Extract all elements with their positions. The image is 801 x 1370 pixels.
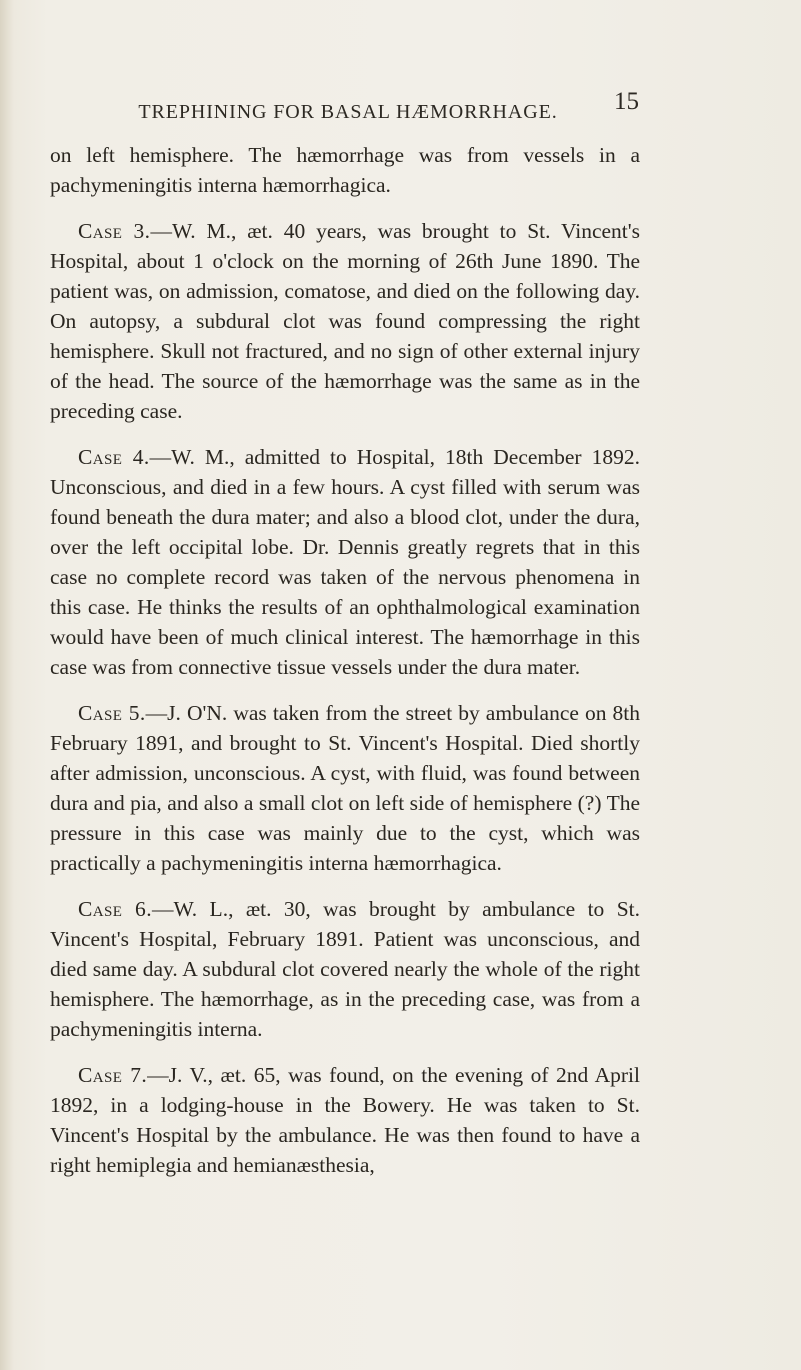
case-label: Case 4. (78, 445, 150, 469)
paragraph-case-5 (50, 698, 640, 878)
running-head: TREPHINING FOR BASAL HÆMORRHAGE. (138, 101, 558, 123)
case-label: Case 7. (78, 1063, 148, 1087)
case-label: Case 6. (78, 897, 152, 921)
paragraph-text: —J. V., æt. 65, was found, on the evening of 2nd April 1892, in a lodging-house in the Bowery. He was taken to St. Vincent's Hospital by the ambulance. He was then found to have a right hemiplegia and hemianæsthesia, (50, 1063, 641, 1177)
body-text (50, 140, 640, 1180)
case-label: Case 3. (78, 219, 151, 243)
paragraph-text: on left hemisphere. The hæmorrhage was from vessels in a pachymeningitis interna hæmorrhagica. (50, 143, 640, 197)
paragraph-text: —W. L., æt. 30, was brought by ambulance to St. Vincent's Hospital, February 1891. Patient was unconscious, and died same day. A subdural clot covered nearly the whole of the right hemisphere. The hæmorrhage, as in the preceding case, was from a pachymeningitis interna. (50, 897, 640, 1041)
paragraph-text: —W. M., admitted to Hospital, 18th December 1892. Unconscious, and died in a few hours. A cyst filled with serum was found beneath the dura mater; and also a blood clot, under the dura, over the left occipital lobe. Dr. Dennis greatly regrets that in this case no complete record was taken of the nervous phenomena in this case. He thinks the results of an ophthalmological examination would have been of much clinical interest. The hæmorrhage in this case was from connective tissue vessels under the dura mater. (50, 445, 640, 679)
page-gutter-shadow (0, 0, 14, 1370)
paragraph-case-7 (50, 1060, 640, 1180)
paragraph-text: —W. M., æt. 40 years, was brought to St. Vincent's Hospital, about 1 o'clock on the morning of 26th June 1890. The patient was, on admission, comatose, and died on the following day. On autopsy, a subdural clot was found compressing the right hemisphere. Skull not fractured, and no sign of other external injury of the head. The source of the hæmorrhage was the same as in the preceding case. (50, 219, 640, 423)
page-number: 15 (614, 88, 639, 115)
paragraph-text: —J. O'N. was taken from the street by ambulance on 8th February 1891, and brought to St. Vincent's Hospital. Died shortly after admission, unconscious. A cyst, with fluid, was found between dura and pia, and also a small clot on left side of hemisphere (?) The pressure in this case was mainly due to the cyst, which was practically a pachymeningitis interna hæmorrhagica. (50, 701, 641, 875)
case-label: Case 5. (78, 701, 146, 725)
paragraph-case-4 (50, 442, 640, 682)
page-header (0, 88, 801, 132)
paragraph-case-3 (50, 216, 640, 426)
paragraph-continuation (50, 140, 640, 200)
paragraph-case-6 (50, 894, 640, 1044)
